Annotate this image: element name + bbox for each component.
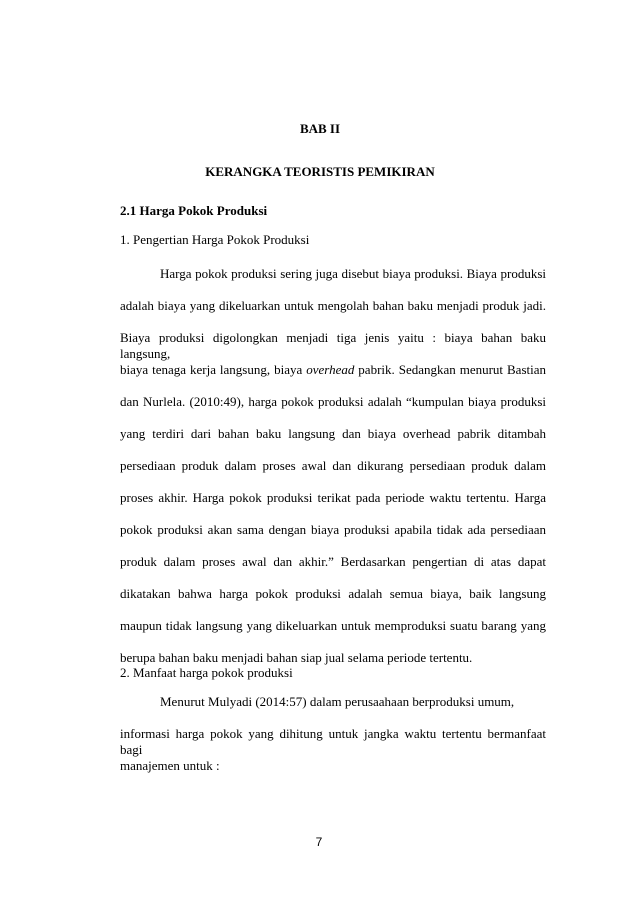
paragraph-line: persediaan produk dalam proses awal dan dikurang persediaan produk dalam <box>120 458 546 473</box>
section-paragraph <box>120 266 546 682</box>
paragraph-line: pokok produksi akan sama dengan biaya produksi apabila tidak ada persediaan <box>120 522 546 537</box>
paragraph-line: Menurut Mulyadi (2014:57) dalam perusaahaan berproduksi umum, <box>160 694 515 709</box>
paragraph-line: yang terdiri dari bahan baku langsung dan biaya overhead pabrik ditambah <box>120 426 546 441</box>
section-subheading: 1. Pengertian Harga Pokok Produksi <box>120 232 310 247</box>
chapter-number: BAB II <box>299 121 341 136</box>
paragraph-line: berupa bahan baku menjadi bahan siap jual selama periode tertentu. <box>120 650 473 665</box>
paragraph-line: maupun tidak langsung yang dikeluarkan untuk memproduksi suatu barang yang <box>120 618 546 633</box>
section-subheading: 2. Manfaat harga pokok produksi <box>120 665 293 680</box>
section-heading: 2.1 Harga Pokok Produksi <box>120 203 268 218</box>
paragraph-line: dan Nurlela. (2010:49), harga pokok produksi adalah “kumpulan biaya produksi <box>120 394 546 409</box>
paragraph-line: informasi harga pokok yang dihitung untuk jangka waktu tertentu bermanfaat bagi <box>120 726 546 757</box>
paragraph-line: Harga pokok produksi sering juga disebut biaya produksi. Biaya produksi <box>160 266 546 281</box>
paragraph-line: manajemen untuk : <box>120 758 220 773</box>
paragraph-line: produk dalam proses awal dan akhir.” Berdasarkan pengertian di atas dapat <box>120 554 546 569</box>
paragraph-text: pabrik. Sedangkan menurut Bastian <box>354 362 546 377</box>
paragraph-line: proses akhir. Harga pokok produksi terikat pada periode waktu tertentu. Harga <box>120 490 546 505</box>
paragraph-line: dikatakan bahwa harga pokok produksi adalah semua biaya, baik langsung <box>120 586 546 601</box>
paragraph-line: adalah biaya yang dikeluarkan untuk mengolah bahan baku menjadi produk jadi. <box>120 298 546 313</box>
page-number: 7 <box>315 835 323 849</box>
section-paragraph <box>120 694 546 790</box>
paragraph-line <box>120 362 546 394</box>
italic-term: overhead <box>306 362 355 377</box>
paragraph-line: Biaya produksi digolongkan menjadi tiga jenis yaitu : biaya bahan baku langsung, <box>120 330 546 361</box>
chapter-title: KERANGKA TEORISTIS PEMIKIRAN <box>205 164 435 179</box>
paragraph-text: biaya tenaga kerja langsung, biaya <box>120 362 307 377</box>
